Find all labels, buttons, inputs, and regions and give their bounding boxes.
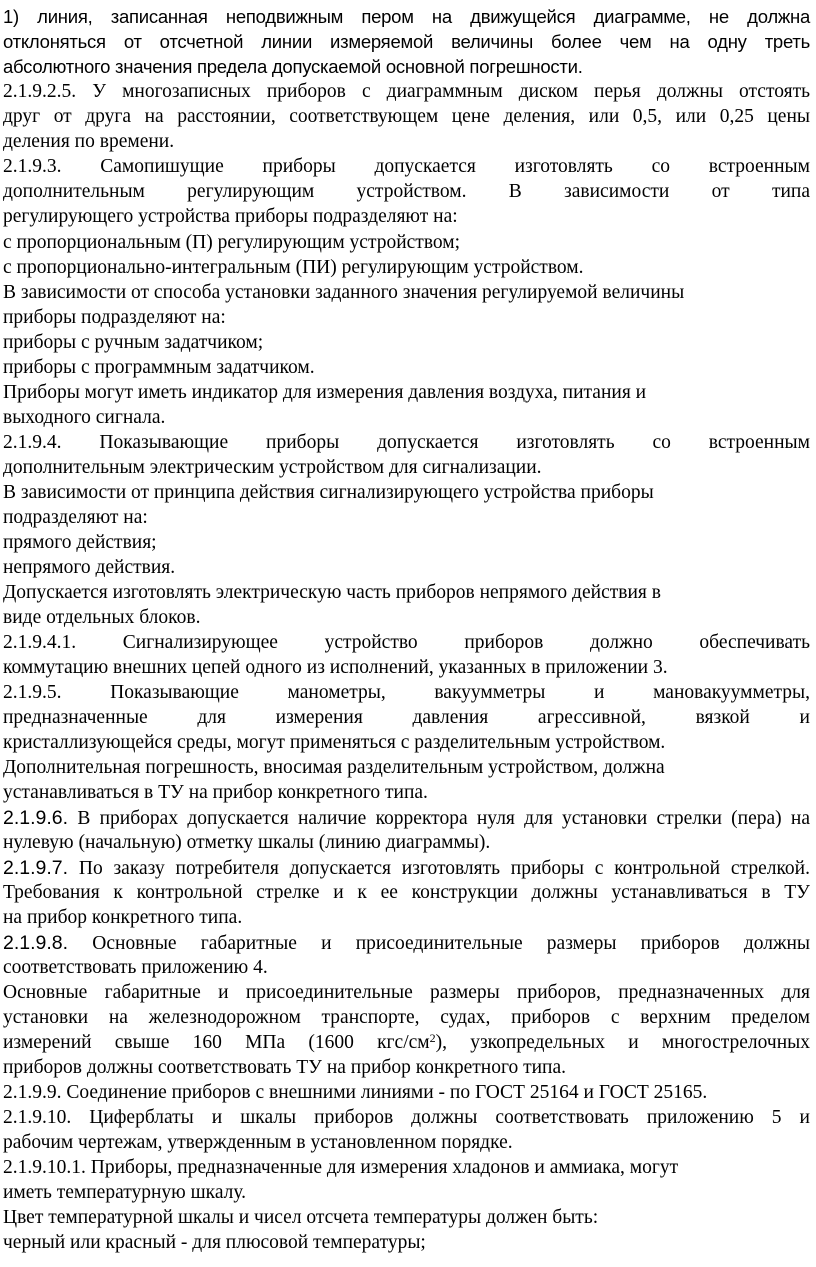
text-line: устанавливаться в ТУ на прибор конкретного типа. [3, 782, 428, 803]
text-line: черный или красный - для плюсовой температуры; [3, 1232, 426, 1253]
text-line: кристаллизующейся среды, могут применяться с разделительным устройством. [3, 732, 666, 753]
text-line: иметь температурную шкалу. [3, 1182, 247, 1203]
text-line: рабочим чертежам, утвержденным в установленном порядке. [3, 1132, 513, 1153]
text-line: 2.1.9.10. Циферблаты и шкалы приборов должны соответствовать приложению 5 и [3, 1107, 810, 1128]
text-line: 2.1.9.5. Показывающие манометры, вакуумметры и мановакуумметры, [3, 682, 810, 703]
text-line: 2.1.9.6. В приборах допускается наличие корректора нуля для установки стрелки (пера) на [3, 807, 811, 829]
text-line: В зависимости от способа установки заданного значения регулируемой величины [3, 282, 685, 303]
text-line: измерений свыше 160 МПа (1600 кгс/$см^2$), узкопредельных и многострелочных [3, 1031, 811, 1053]
text-line: на прибор конкретного типа. [3, 907, 243, 928]
text-line: дополнительным регулирующим устройством. В зависимости от типа [3, 181, 810, 202]
text-line: регулирующего устройства приборы подразделяют на: [3, 206, 458, 227]
text-line: прямого действия; [3, 532, 157, 553]
text-line: с пропорционально-интегральным (ПИ) регулирующим устройством. [3, 257, 584, 278]
text-line: соответствовать приложению 4. [3, 957, 268, 978]
text-line: 2.1.9.4.1. Сигнализирующее устройство приборов должно обеспечивать [3, 632, 810, 653]
text-line: предназначенные для измерения давления агрессивной, вязкой и [3, 707, 810, 728]
text-line: абсолютного значения предела допускаемой основной погрешности. [3, 56, 583, 77]
text-line: приборы с ручным задатчиком; [3, 332, 264, 353]
text-line: 2.1.9.7. По заказу потребителя допускается изготовлять приборы с контрольной стрелкой. [3, 857, 810, 879]
text-line: 2.1.9.10.1. Приборы, предназначенные для измерения хладонов и аммиака, могут [3, 1157, 679, 1178]
text-line: Требования к контрольной стрелке и к ее конструкции должны устанавливаться в ТУ [3, 882, 810, 903]
text-line: с пропорциональным (П) регулирующим устройством; [3, 232, 461, 253]
text-line: виде отдельных блоков. [3, 607, 201, 628]
text-line: приборы подразделяют на: [3, 307, 226, 328]
text-line: отклоняться от отсчетной линии измеряемой величины более чем на одну треть [3, 31, 810, 52]
text-line: выходного сигнала. [3, 407, 166, 428]
text-line: Дополнительная погрешность, вносимая разделительным устройством, должна [3, 757, 665, 778]
section-number: 2.1.9.8. [3, 932, 69, 954]
text-line: установки на железнодорожном транспорте, судах, приборов с верхним пределом [3, 1007, 810, 1028]
text-line: 2.1.9.8. Основные габаритные и присоединительные размеры приборов должны [3, 932, 811, 954]
text-line: В зависимости от принципа действия сигнализирующего устройства приборы [3, 482, 654, 503]
text-line: деления по времени. [3, 131, 175, 152]
text-line: 2.1.9.9. Соединение приборов с внешними линиями - по ГОСТ 25164 и ГОСТ 25165. [3, 1082, 708, 1103]
text-line: 1) линия, записанная неподвижным пером на движущейся диаграмме, не должна [3, 6, 810, 27]
text-line: приборов должны соответствовать ТУ на прибор конкретного типа. [3, 1057, 567, 1078]
text-line: Допускается изготовлять электрическую часть приборов непрямого действия в [3, 582, 661, 603]
text-line: подразделяют на: [3, 507, 148, 528]
text-line: приборы с программным задатчиком. [3, 357, 315, 378]
text-line: 2.1.9.2.5. У многозаписных приборов с диаграммным диском перья должны отстоять [3, 81, 810, 102]
text-line: Цвет температурной шкалы и чисел отсчета температуры должен быть: [3, 1207, 599, 1228]
text-line: коммутацию внешних цепей одного из исполнений, указанных в приложении 3. [3, 657, 668, 678]
text-line: 2.1.9.3. Самопишущие приборы допускается изготовлять со встроенным [3, 156, 810, 177]
text-line: непрямого действия. [3, 557, 176, 578]
text-line: Приборы могут иметь индикатор для измерения давления воздуха, питания и [3, 382, 647, 403]
text-line: Основные габаритные и присоединительные размеры приборов, предназначенных для [3, 982, 810, 1003]
text-line: нулевую (начальную) отметку шкалы (линию диаграммы). [3, 832, 491, 853]
superscript: 2 [429, 1031, 436, 1045]
text-line: друг от друга на расстоянии, соответствующем цене деления, или 0,5, или 0,25 цены [3, 106, 810, 127]
text-line: 2.1.9.4. Показывающие приборы допускается изготовлять со встроенным [3, 432, 810, 453]
section-number: 2.1.9.7. [3, 857, 69, 879]
section-number: 2.1.9.6. [3, 807, 69, 829]
text-line: дополнительным электрическим устройством для сигнализации. [3, 457, 542, 478]
